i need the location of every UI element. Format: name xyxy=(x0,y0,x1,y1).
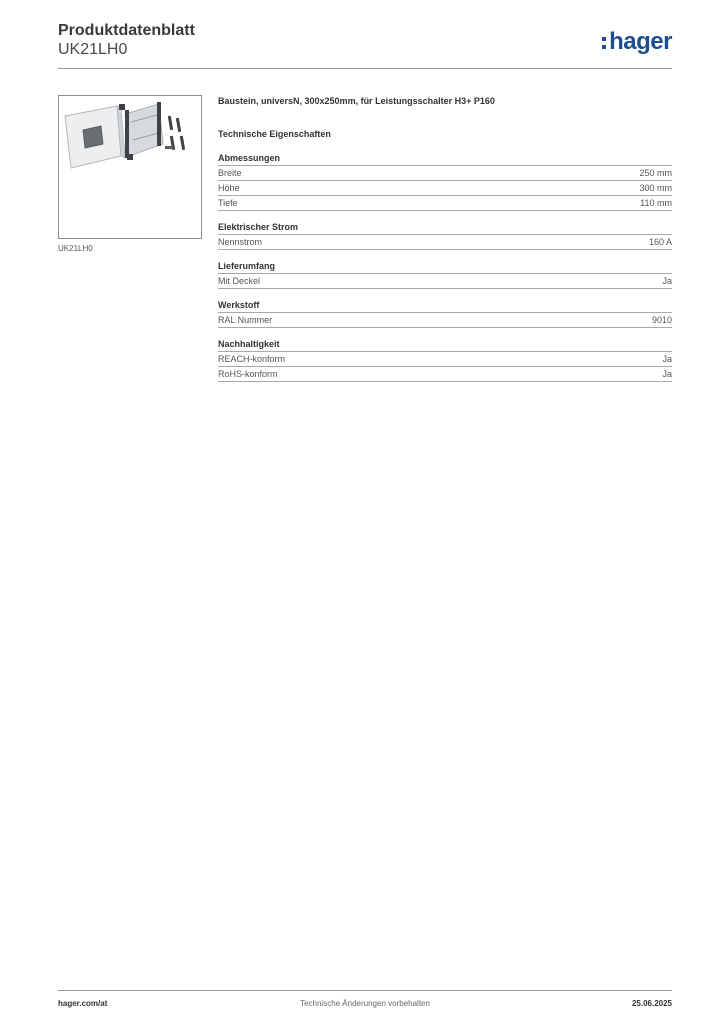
logo-text: hager xyxy=(609,28,672,55)
section-title: Lieferumfang xyxy=(218,260,672,274)
row-value: 300 mm xyxy=(639,183,672,193)
row-value: 110 mm xyxy=(640,198,672,208)
product-image xyxy=(58,95,202,239)
document-title: Produktdatenblatt xyxy=(58,22,195,39)
product-details xyxy=(218,94,672,382)
row-label: RoHS-konform xyxy=(218,369,278,379)
row-value: Ja xyxy=(662,354,672,364)
row-label: REACH-konform xyxy=(218,354,286,364)
row-label: Tiefe xyxy=(218,198,238,208)
row-label: RAL Nummer xyxy=(218,315,273,325)
section-title: Abmessungen xyxy=(218,152,672,166)
row-label: Mit Deckel xyxy=(218,276,261,286)
row-value: Ja xyxy=(662,369,672,379)
page-footer xyxy=(58,998,672,1010)
footer-divider xyxy=(58,990,672,991)
section-abmessungen xyxy=(218,152,672,211)
tech-properties-heading: Technische Eigenschaften xyxy=(218,129,331,139)
table-row xyxy=(218,367,672,382)
page-header xyxy=(58,20,672,68)
section-title: Werkstoff xyxy=(218,299,672,313)
hager-logo xyxy=(602,28,672,56)
row-value: Ja xyxy=(662,276,672,286)
product-description: Baustein, universN, 300x250mm, für Leistungsschalter H3+ P160 xyxy=(218,96,495,106)
table-row xyxy=(218,166,672,181)
row-value: 250 mm xyxy=(639,168,672,178)
section-lieferumfang xyxy=(218,260,672,289)
table-row xyxy=(218,274,672,289)
row-label: Breite xyxy=(218,168,242,178)
row-label: Höhe xyxy=(218,183,240,193)
table-row xyxy=(218,352,672,367)
product-code: UK21LH0 xyxy=(58,41,128,58)
section-nachhaltigkeit xyxy=(218,338,672,382)
footer-disclaimer: Technische Änderungen vorbehalten xyxy=(300,999,430,1008)
table-row xyxy=(218,196,672,211)
logo-dots-icon xyxy=(602,33,607,51)
section-title: Nachhaltigkeit xyxy=(218,338,672,352)
row-value: 9010 xyxy=(651,315,672,325)
table-row xyxy=(218,181,672,196)
table-row xyxy=(218,313,672,328)
footer-date: 25.06.2025 xyxy=(631,999,672,1008)
section-werkstoff xyxy=(218,299,672,328)
section-title: Elektrischer Strom xyxy=(218,221,672,235)
row-value: 160 A xyxy=(648,237,672,247)
table-row xyxy=(218,235,672,250)
section-elektrischer-strom xyxy=(218,221,672,250)
header-divider xyxy=(58,68,672,69)
product-illustration-icon xyxy=(59,96,201,238)
footer-website-link[interactable]: hager.com/at xyxy=(58,999,108,1008)
row-label: Nennstrom xyxy=(218,237,263,247)
image-caption: UK21LH0 xyxy=(58,244,93,253)
